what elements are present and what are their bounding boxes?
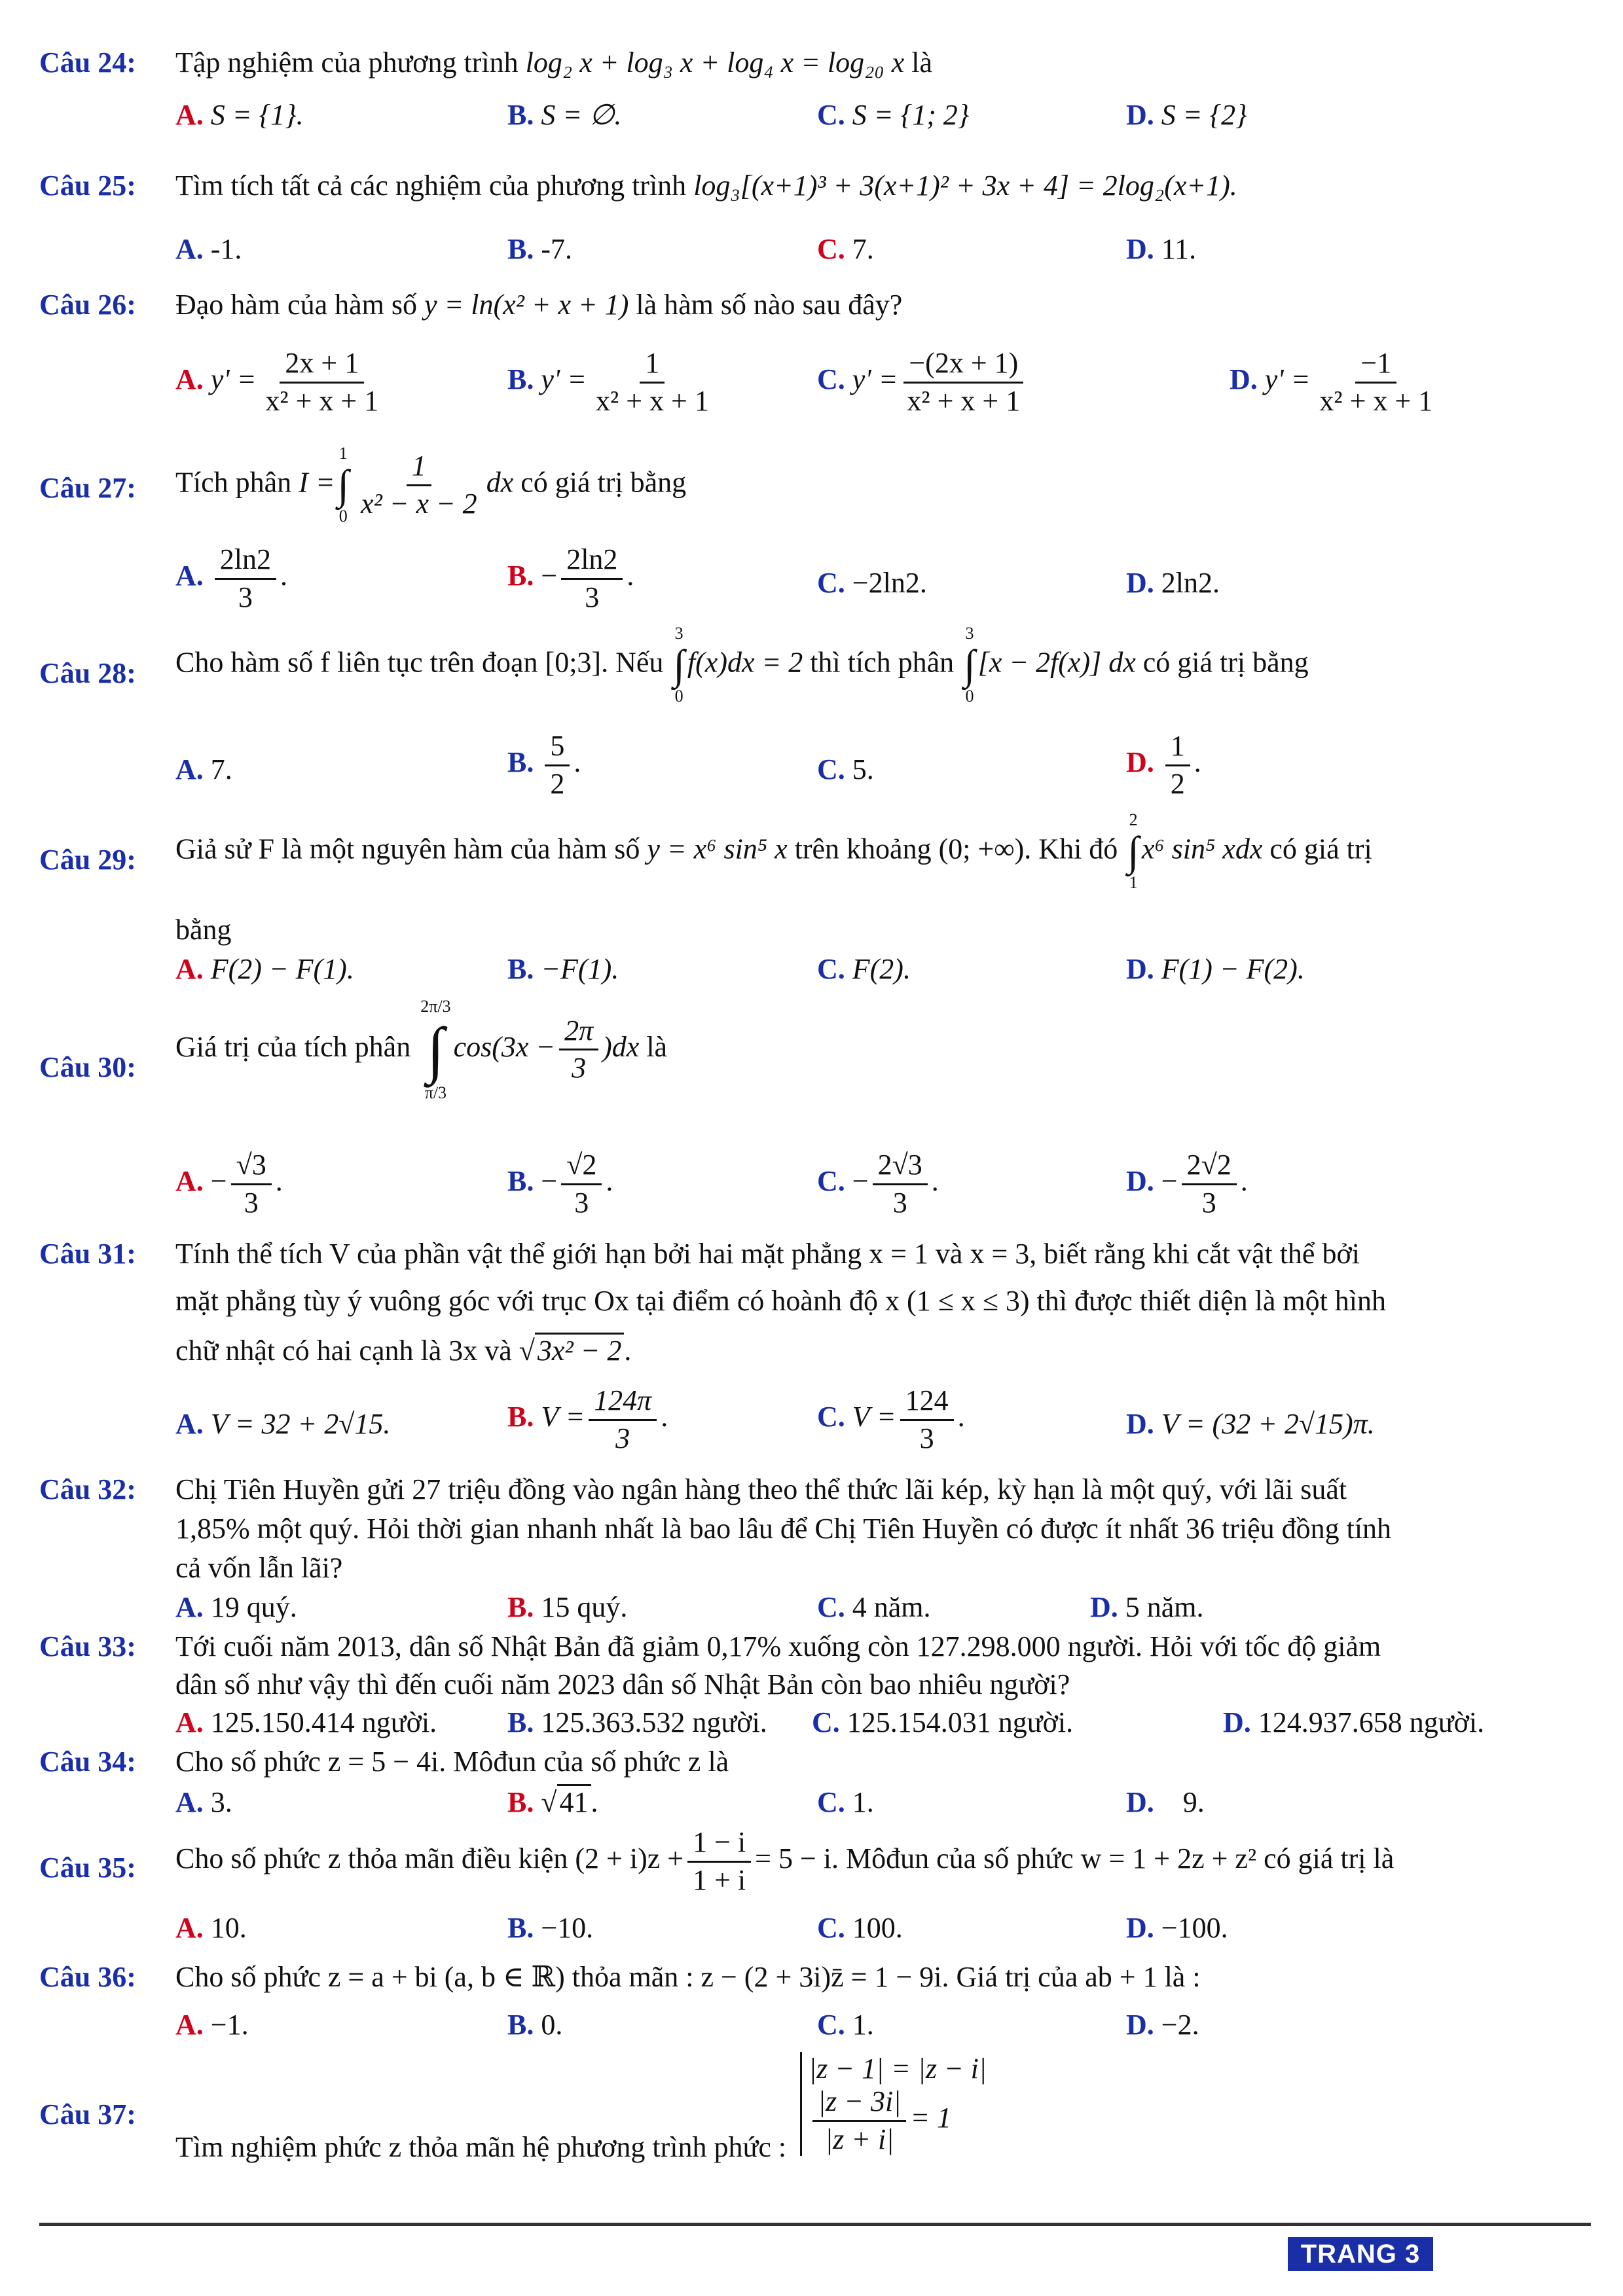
question-text: Giá trị của tích phân 2π/3 ∫ π/3 cos(3x − $\frac{2\pi}{3}$ )dx là bbox=[175, 997, 668, 1102]
question-number: Câu 24: bbox=[39, 46, 136, 79]
option-d: D. −2. bbox=[1126, 2009, 1199, 2041]
question-number: Câu 29: bbox=[39, 844, 136, 876]
option-d: D. 2ln2. bbox=[1126, 567, 1220, 599]
option-c: C. 1. bbox=[817, 1786, 874, 1818]
question-text: Tìm tích tất cả các nghiệm của phương trình log₃[(x+1)³ + 3(x+1)² + 3x + 4] = 2log₂(x+1). bbox=[175, 170, 1237, 202]
option-b: B. V = $\frac{124\pi}{3}$ . bbox=[507, 1384, 668, 1454]
option-b: B. -7. bbox=[507, 233, 573, 265]
option-a: A. 19 quý. bbox=[175, 1591, 297, 1623]
option-c: C. −2ln2. bbox=[817, 567, 927, 599]
question-text: Đạo hàm của hàm số y = ln(x² + x + 1) là hàm số nào sau đây? bbox=[175, 289, 903, 321]
option-a: A. 10. bbox=[175, 1912, 247, 1944]
option-a: A. 125.150.414 người. bbox=[175, 1706, 437, 1738]
option-b: B. √41. bbox=[507, 1785, 598, 1819]
question-number: Câu 37: bbox=[39, 2098, 136, 2130]
question-number: Câu 35: bbox=[39, 1852, 136, 1884]
option-a: A. F(2) − F(1). bbox=[175, 953, 354, 985]
option-b: B. − $\frac{√2}{3}$ . bbox=[507, 1149, 613, 1219]
footer-divider bbox=[39, 2223, 1591, 2226]
option-a: A. V = 32 + 2√15. bbox=[175, 1408, 391, 1440]
option-c: C. S = {1; 2} bbox=[817, 99, 970, 131]
option-b: B. y' = $\frac{1}{\text{x² + x + 1}}$ bbox=[507, 347, 709, 417]
question-number: Câu 32: bbox=[39, 1473, 136, 1505]
option-a: A. S = {1}. bbox=[175, 99, 304, 131]
question-text: Tập nghiệm của phương trình log₂ x + log₃ x + log₄ x = log₂₀ x là bbox=[175, 46, 933, 79]
option-b: B. −10. bbox=[507, 1912, 594, 1944]
option-c: C. 7. bbox=[817, 233, 874, 265]
option-c: C. 125.154.031 người. bbox=[812, 1706, 1074, 1738]
option-b: B. $\frac{5}{2}$ . bbox=[507, 730, 581, 800]
option-b: B. 15 quý. bbox=[507, 1591, 628, 1623]
option-c: C. − $\frac{2√3}{3}$ . bbox=[817, 1149, 939, 1219]
question-number: Câu 33: bbox=[39, 1630, 136, 1662]
question-number: Câu 31: bbox=[39, 1238, 136, 1270]
option-b: B. −F(1). bbox=[507, 953, 619, 985]
question-number: Câu 26: bbox=[39, 289, 136, 321]
option-a: A. −1. bbox=[175, 2009, 249, 2041]
option-d: D. V = (32 + 2√15)π. bbox=[1126, 1408, 1375, 1440]
page-number-badge: TRANG 3 bbox=[1288, 2237, 1433, 2271]
option-d: D. 9. bbox=[1126, 1786, 1205, 1818]
option-d: D. −100. bbox=[1126, 1912, 1228, 1944]
option-a: A. $\frac{2\ln 2}{3}$ . bbox=[175, 543, 288, 613]
question-number: Câu 34: bbox=[39, 1746, 136, 1778]
option-c: C. 1. bbox=[817, 2009, 874, 2041]
question-number: Câu 25: bbox=[39, 170, 136, 202]
option-c: C. 5. bbox=[817, 753, 874, 785]
option-a: A. − $\frac{√3}{3}$ . bbox=[175, 1149, 283, 1219]
question-number: Câu 27: bbox=[39, 472, 136, 504]
option-a: A. 3. bbox=[175, 1786, 232, 1818]
question-text: Cho hàm số f liên tục trên đoạn [0;3]. Nếu 3 ∫ 0 f(x)dx = 2 thì tích phân 3 ∫ 0 [x − 2f(x)] dx có giá trị bằng bbox=[175, 624, 1309, 706]
option-a: A. -1. bbox=[175, 233, 242, 265]
option-d: D. S = {2} bbox=[1126, 99, 1247, 131]
option-d: D. 5 năm. bbox=[1090, 1591, 1204, 1623]
option-d: D. 11. bbox=[1126, 233, 1197, 265]
question-number: Câu 30: bbox=[39, 1051, 136, 1083]
option-c: C. F(2). bbox=[817, 953, 911, 985]
option-d: D. y' = $\frac{-1}{\text{x² + x + 1}}$ bbox=[1230, 347, 1433, 417]
option-a: A. y' = $\frac{2x + 1}{\text{x² + x + 1}}$ bbox=[175, 347, 379, 417]
question-text: Giả sử F là một nguyên hàm của hàm số y = x⁶ sin⁵ x trên khoảng (0; +∞). Khi đó 2 ∫ 1 x⁶ sin⁵ xdx có giá trị bbox=[175, 810, 1372, 893]
question-number: Câu 36: bbox=[39, 1961, 136, 1993]
option-b: B. 125.363.532 người. bbox=[507, 1706, 767, 1738]
option-d: D. 124.937.658 người. bbox=[1223, 1706, 1485, 1738]
question-text: Tích phân I = 1 ∫ 0 $\frac{1}{\text{x² − x − 2}}$ dx có giá trị bằng bbox=[175, 444, 687, 526]
option-d: D. − $\frac{2√2}{3}$ . bbox=[1126, 1149, 1248, 1219]
option-d: D. F(1) − F(2). bbox=[1126, 953, 1305, 985]
option-b: B. − $\frac{2\ln 2}{3}$ . bbox=[507, 543, 634, 613]
question-number: Câu 28: bbox=[39, 657, 136, 689]
option-c: C. 100. bbox=[817, 1912, 903, 1944]
question-text-line1: Tính thể tích V của phần vật thể giới hạn bởi hai mặt phẳng x = 1 và x = 3, biết rằng khi cắt vật thể bởi bbox=[175, 1238, 1360, 1270]
option-a: A. 7. bbox=[175, 753, 232, 785]
option-d: D. $\frac{1}{2}$ . bbox=[1126, 730, 1201, 800]
option-c: C. V = $\frac{124}{3}$ . bbox=[817, 1384, 965, 1454]
option-b: B. S = ∅. bbox=[507, 99, 622, 131]
option-c: C. y' = $\frac{-(2x + 1)}{\text{x² + x + 1}}$ bbox=[817, 347, 1029, 418]
option-c: C. 4 năm. bbox=[817, 1591, 931, 1623]
option-b: B. 0. bbox=[507, 2009, 563, 2041]
